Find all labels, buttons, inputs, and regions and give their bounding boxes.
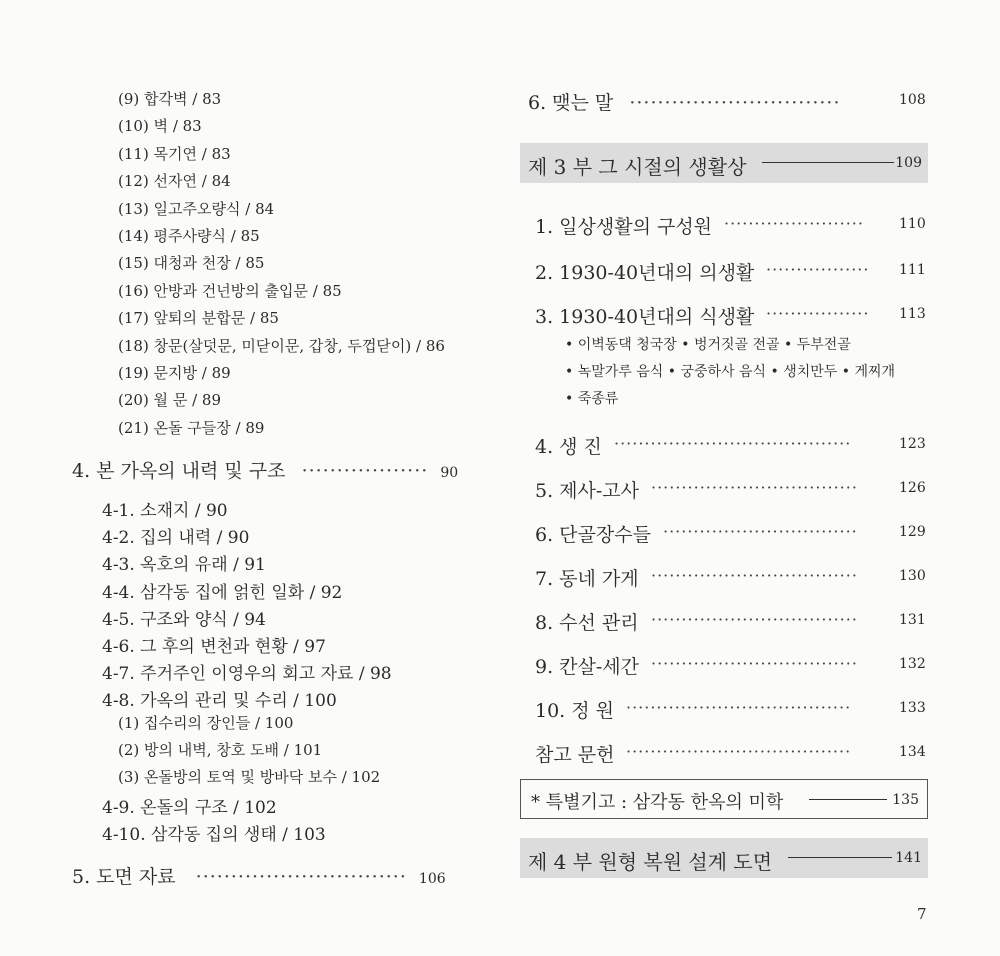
leader-dots: ······················· bbox=[724, 214, 864, 233]
page-number: 7 bbox=[917, 905, 927, 923]
toc-page: 110 bbox=[899, 216, 926, 232]
toc-item[interactable]: (20) 월 문 / 89 bbox=[118, 391, 221, 410]
toc-page: 111 bbox=[899, 262, 926, 278]
toc-entry[interactable] bbox=[535, 476, 639, 503]
toc-label: 3. 1930-40년대의 식생활 bbox=[535, 306, 755, 328]
leader-dots: ····································· bbox=[626, 742, 852, 761]
toc-label: 1. 일상생활의 구성원 bbox=[535, 216, 713, 238]
toc-page: 126 bbox=[899, 480, 926, 496]
toc-label: 2. 1930-40년대의 의생활 bbox=[535, 262, 755, 284]
food-list-line: • 죽종류 bbox=[565, 391, 619, 407]
toc-entry[interactable] bbox=[535, 258, 754, 285]
leader-line bbox=[762, 162, 894, 163]
toc-page: 129 bbox=[899, 524, 926, 540]
toc-label: 9. 칸살-세간 bbox=[535, 656, 640, 678]
toc-item[interactable]: 4-1. 소재지 / 90 bbox=[102, 501, 228, 521]
toc-item[interactable]: (9) 합각벽 / 83 bbox=[118, 90, 222, 108]
toc-item[interactable]: (15) 대청과 천장 / 85 bbox=[118, 254, 265, 273]
toc-item[interactable]: (13) 일고주오량식 / 84 bbox=[118, 199, 275, 218]
toc-entry[interactable] bbox=[535, 302, 754, 329]
toc-item[interactable]: 4-9. 온돌의 구조 / 102 bbox=[102, 798, 277, 818]
toc-label: 6. 맺는 말 bbox=[528, 92, 614, 114]
toc-page: 131 bbox=[899, 612, 926, 628]
part-title: 제 3 부 그 시절의 생활상 bbox=[528, 155, 747, 179]
toc-label: 5. 제사-고사 bbox=[535, 480, 640, 502]
toc-item[interactable]: (21) 온돌 구들장 / 89 bbox=[118, 418, 265, 437]
toc-item[interactable]: 4-3. 옥호의 유래 / 91 bbox=[102, 555, 266, 576]
toc-item[interactable]: (12) 선자연 / 84 bbox=[118, 172, 231, 191]
toc-item[interactable]: (1) 집수리의 장인들 / 100 bbox=[118, 714, 294, 732]
leader-dots: ······························ bbox=[195, 866, 407, 888]
toc-entry[interactable] bbox=[535, 696, 614, 723]
special-title: * 특별기고 : 삼각동 한옥의 미학 bbox=[531, 792, 784, 813]
toc-item[interactable]: 4-5. 구조와 양식 / 94 bbox=[102, 609, 266, 630]
toc-page: 134 bbox=[899, 744, 926, 760]
toc-page: 132 bbox=[899, 656, 926, 672]
leader-dots: ·································· bbox=[651, 610, 858, 629]
toc-item[interactable]: 4-7. 주거주인 이영우의 회고 자료 / 98 bbox=[102, 664, 392, 685]
toc-entry[interactable] bbox=[535, 652, 639, 679]
food-list-line: • 이벽동댁 청국장 • 벙거짓골 전골 • 두부전골 bbox=[565, 337, 851, 353]
toc-section-4[interactable] bbox=[72, 456, 458, 483]
toc-label: 8. 수선 관리 bbox=[535, 612, 639, 634]
part-4-heading[interactable] bbox=[520, 838, 928, 878]
leader-line bbox=[788, 857, 892, 858]
toc-section-5[interactable] bbox=[72, 862, 446, 889]
toc-label: 4. 본 가옥의 내력 및 구조 bbox=[72, 460, 286, 482]
toc-item[interactable]: (11) 목기연 / 83 bbox=[118, 144, 231, 163]
leader-dots: ····································· bbox=[626, 698, 852, 717]
toc-item[interactable]: 4-6. 그 후의 변천과 현황 / 97 bbox=[102, 637, 326, 657]
leader-dots: ················· bbox=[766, 260, 870, 279]
leader-dots: ································ bbox=[663, 522, 858, 541]
toc-closing[interactable] bbox=[528, 88, 841, 115]
toc-entry[interactable] bbox=[535, 432, 602, 459]
toc-entry[interactable] bbox=[535, 608, 639, 635]
part-3-heading[interactable] bbox=[520, 143, 928, 183]
special-page: 135 bbox=[892, 792, 919, 808]
toc-entry[interactable] bbox=[535, 740, 614, 767]
toc-label: 6. 단골장수들 bbox=[535, 524, 651, 546]
toc-item[interactable]: 4-4. 삼각동 집에 얽힌 일화 / 92 bbox=[102, 582, 343, 603]
toc-item[interactable]: 4-8. 가옥의 관리 및 수리 / 100 bbox=[102, 691, 337, 712]
toc-entry[interactable] bbox=[535, 212, 712, 239]
toc-item[interactable]: (18) 창문(살덧문, 미닫이문, 갑창, 두껍닫이) / 86 bbox=[118, 336, 445, 355]
toc-page: 108 bbox=[899, 92, 926, 108]
special-contribution[interactable] bbox=[520, 779, 928, 819]
toc-item[interactable]: (2) 방의 내벽, 창호 도배 / 101 bbox=[118, 741, 323, 759]
toc-page: 133 bbox=[899, 700, 926, 716]
toc-item[interactable]: 4-10. 삼각동 집의 생태 / 103 bbox=[102, 825, 326, 845]
leader-dots: ·································· bbox=[651, 566, 858, 585]
toc-page: 106 bbox=[418, 871, 446, 887]
toc-item[interactable]: 4-2. 집의 내력 / 90 bbox=[102, 528, 250, 549]
toc-label: 4. 생 진 bbox=[535, 436, 602, 458]
toc-label: 7. 동네 가게 bbox=[535, 568, 639, 590]
toc-item[interactable]: (19) 문지방 / 89 bbox=[118, 364, 231, 382]
leader-dots: ······································· bbox=[614, 434, 852, 453]
leader-line bbox=[809, 799, 887, 800]
leader-dots: ·································· bbox=[651, 654, 858, 673]
toc-page: 113 bbox=[899, 306, 926, 322]
toc-page: 123 bbox=[899, 436, 926, 452]
leader-dots: ·················· bbox=[301, 460, 429, 482]
toc-label: 5. 도면 자료 bbox=[72, 866, 176, 888]
toc-item[interactable]: (3) 온돌방의 토역 및 방바닥 보수 / 102 bbox=[118, 768, 381, 786]
part-page: 141 bbox=[895, 850, 922, 866]
toc-item[interactable]: (10) 벽 / 83 bbox=[118, 117, 202, 136]
toc-entry[interactable] bbox=[535, 520, 651, 547]
toc-item[interactable]: (17) 앞퇴의 분합문 / 85 bbox=[118, 309, 279, 328]
food-list-line: • 녹말가루 음식 • 궁중하사 음식 • 생치만두 • 게찌개 bbox=[565, 364, 896, 380]
part-page: 109 bbox=[895, 155, 922, 171]
leader-dots: ······························ bbox=[629, 92, 841, 114]
leader-dots: ················· bbox=[766, 304, 870, 323]
toc-item[interactable]: (16) 안방과 건넌방의 출입문 / 85 bbox=[118, 281, 342, 300]
toc-entry[interactable] bbox=[535, 564, 639, 591]
leader-dots: ·································· bbox=[651, 478, 858, 497]
toc-page: 130 bbox=[899, 568, 926, 584]
toc-item[interactable]: (14) 평주사량식 / 85 bbox=[118, 227, 260, 245]
toc-label: 참고 문헌 bbox=[535, 744, 615, 766]
part-title: 제 4 부 원형 복원 설계 도면 bbox=[528, 850, 773, 874]
toc-label: 10. 정 원 bbox=[535, 700, 615, 722]
toc-page: 90 bbox=[440, 465, 459, 481]
